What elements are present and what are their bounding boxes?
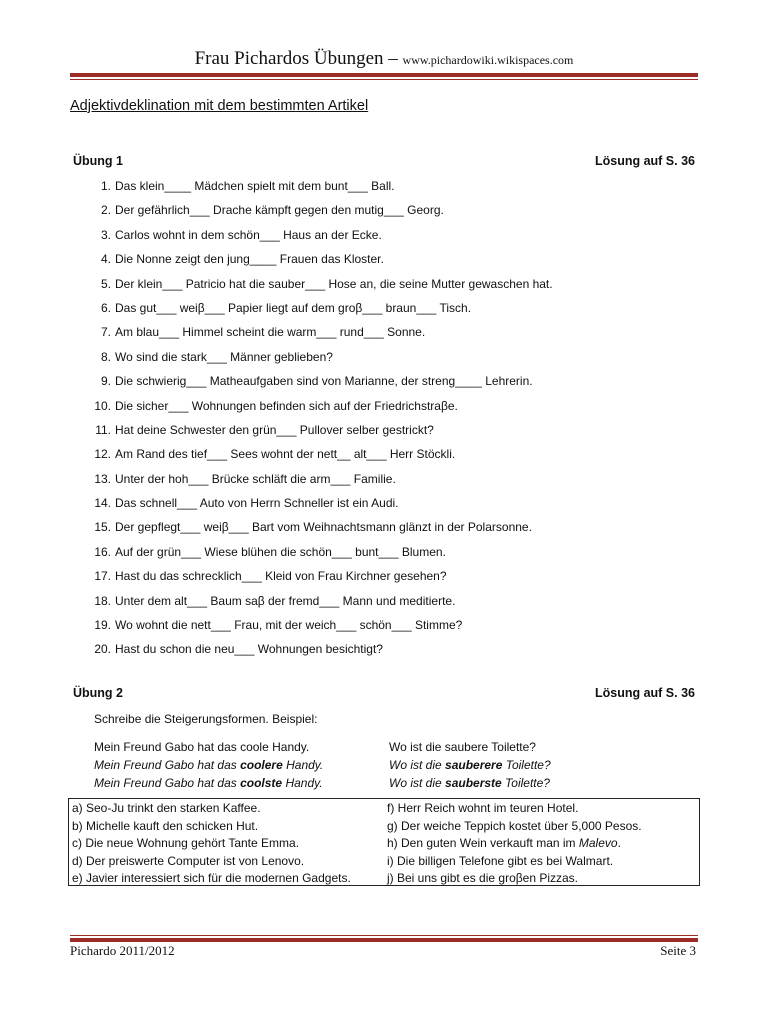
item-number: 11. (95, 422, 111, 437)
item-text: Der klein___ Patricio hat die sauber___ Hose an, die seine Mutter gewaschen hat. (115, 276, 553, 291)
list-item (73, 203, 553, 227)
footer-rule-thin (70, 935, 698, 936)
item-text: Das schnell___ Auto von Herrn Schneller ist ein Audi. (115, 496, 399, 511)
list-item (73, 423, 553, 447)
item-number: 7. (100, 325, 111, 340)
box-item-i: i) Die billigen Telefone gibt es bei Walmart. (387, 853, 614, 868)
item-text: Am Rand des tief___ Sees wohnt der nett__ alt___ Herr Stöckli. (115, 447, 456, 462)
item-text: Hast du schon die neu___ Wohnungen besichtigt? (115, 642, 383, 657)
item-text: Das gut___ weiβ___ Papier liegt auf dem groβ___ braun___ Tisch. (115, 300, 472, 315)
item-text: Der gepflegt___ weiβ___ Bart vom Weihnachtsmann glänzt in der Polarsonne. (115, 520, 532, 535)
item-text: Auf der grün___ Wiese blühen die schön___ bunt___ Blumen. (115, 544, 446, 559)
document-title: Adjektivdeklination mit dem bestimmten Artikel (70, 98, 369, 114)
item-number: 9. (100, 374, 111, 389)
item-text: Hast du das schrecklich___ Kleid von Frau Kirchner gesehen? (115, 569, 447, 584)
header-rule-thin (70, 79, 698, 80)
item-text: Am blau___ Himmel scheint die warm___ rund___ Sonne. (115, 325, 426, 340)
exercise-box (68, 798, 700, 886)
list-item (73, 447, 553, 471)
page-number: Seite 3 (660, 943, 696, 958)
list-item (73, 301, 553, 325)
list-item (73, 594, 553, 618)
example-left (94, 738, 323, 792)
list-item (73, 325, 553, 349)
header-site: www.pichardowiki.wikispaces.com (402, 53, 574, 67)
list-item (73, 569, 553, 593)
item-number: 6. (100, 300, 111, 315)
page-header (0, 48, 768, 70)
item-number: 10. (94, 398, 111, 413)
uebung2-solution: Lösung auf S. 36 (594, 686, 695, 700)
item-number: 12. (94, 447, 111, 462)
item-text: Hat deine Schwester den grün___ Pullover selber gestrickt? (115, 422, 434, 437)
header-rule (70, 73, 698, 77)
example-left-line1: Mein Freund Gabo hat das coole Handy. (94, 740, 310, 754)
list-item (73, 496, 553, 520)
item-number: 5. (100, 276, 111, 291)
uebung1-heading: Übung 1 (73, 154, 123, 168)
uebung1-solution: Lösung auf S. 36 (594, 154, 695, 168)
item-number: 8. (100, 349, 111, 364)
list-item (73, 179, 553, 203)
item-number: 19. (94, 618, 111, 633)
box-item-h: h) Den guten Wein verkauft man im Malevo. (387, 836, 621, 850)
box-item-d: d) Der preiswerte Computer ist von Lenovo. (72, 853, 305, 868)
uebung2-header (73, 686, 695, 700)
uebung2-heading: Übung 2 (73, 686, 123, 700)
example-left-line3: Mein Freund Gabo hat das coolste Handy. (94, 776, 323, 790)
box-item-b: b) Michelle kauft den schicken Hut. (72, 818, 259, 833)
item-text: Die Nonne zeigt den jung____ Frauen das Kloster. (115, 252, 384, 267)
list-item (73, 350, 553, 374)
item-number: 14. (94, 496, 111, 511)
example-left-line2: Mein Freund Gabo hat das coolere Handy. (94, 758, 324, 772)
uebung2-instruction: Schreibe die Steigerungsformen. Beispiel: (94, 712, 318, 726)
item-number: 2. (100, 203, 111, 218)
item-number: 13. (94, 471, 111, 486)
uebung1-list (73, 179, 553, 667)
box-item-g: g) Der weiche Teppich kostet über 5,000 Pesos. (387, 818, 642, 833)
page-footer (70, 943, 696, 959)
list-item (73, 472, 553, 496)
item-number: 15. (94, 520, 111, 535)
footer-rule (70, 938, 698, 942)
box-item-f: f) Herr Reich wohnt im teuren Hotel. (387, 801, 579, 815)
item-number: 1. (100, 179, 111, 193)
example-right-line2: Wo ist die sauberere Toilette? (389, 758, 551, 772)
header-title: Frau Pichardos Übungen – (194, 48, 403, 69)
box-item-j: j) Bei uns gibt es die groβen Pizzas. (387, 871, 578, 885)
example-right-line1: Wo ist die saubere Toilette? (389, 740, 536, 754)
list-item (73, 642, 553, 666)
item-text: Die sicher___ Wohnungen befinden sich auf der Friedrichstraβe. (115, 398, 458, 413)
item-text: Die schwierig___ Matheaufgaben sind von Marianne, der streng____ Lehrerin. (115, 374, 533, 389)
box-left-column (72, 800, 351, 888)
example-right-line3: Wo ist die sauberste Toilette? (389, 776, 550, 790)
item-text: Unter dem alt___ Baum saβ der fremd___ Mann und meditierte. (115, 593, 456, 608)
item-text: Unter der hoh___ Brücke schläft die arm___ Familie. (115, 471, 396, 486)
list-item (73, 252, 553, 276)
list-item (73, 374, 553, 398)
item-number: 17. (94, 569, 111, 584)
example-right (389, 738, 551, 792)
item-number: 18. (94, 593, 111, 608)
item-number: 3. (100, 227, 111, 242)
item-text: Wo wohnt die nett___ Frau, mit der weich___ schön___ Stimme? (115, 618, 463, 633)
box-item-c: c) Die neue Wohnung gehört Tante Emma. (72, 836, 300, 850)
item-text: Das klein____ Mädchen spielt mit dem bunt___ Ball. (115, 179, 395, 193)
item-number: 4. (100, 252, 111, 267)
box-item-a: a) Seo-Ju trinkt den starken Kaffee. (72, 801, 261, 815)
item-text: Der gefährlich___ Drache kämpft gegen den mutig___ Georg. (115, 203, 444, 218)
list-item (73, 545, 553, 569)
list-item (73, 399, 553, 423)
box-right-column (387, 800, 642, 888)
item-text: Carlos wohnt in dem schön___ Haus an der Ecke. (115, 227, 382, 242)
list-item (73, 520, 553, 544)
footer-left: Pichardo 2011/2012 (70, 943, 175, 958)
list-item (73, 228, 553, 252)
item-number: 20. (94, 642, 111, 657)
list-item (73, 277, 553, 301)
list-item (73, 618, 553, 642)
item-number: 16. (94, 544, 111, 559)
item-text: Wo sind die stark___ Männer geblieben? (115, 349, 333, 364)
box-item-e: e) Javier interessiert sich für die modernen Gadgets. (72, 871, 351, 885)
uebung1-header (73, 154, 695, 168)
